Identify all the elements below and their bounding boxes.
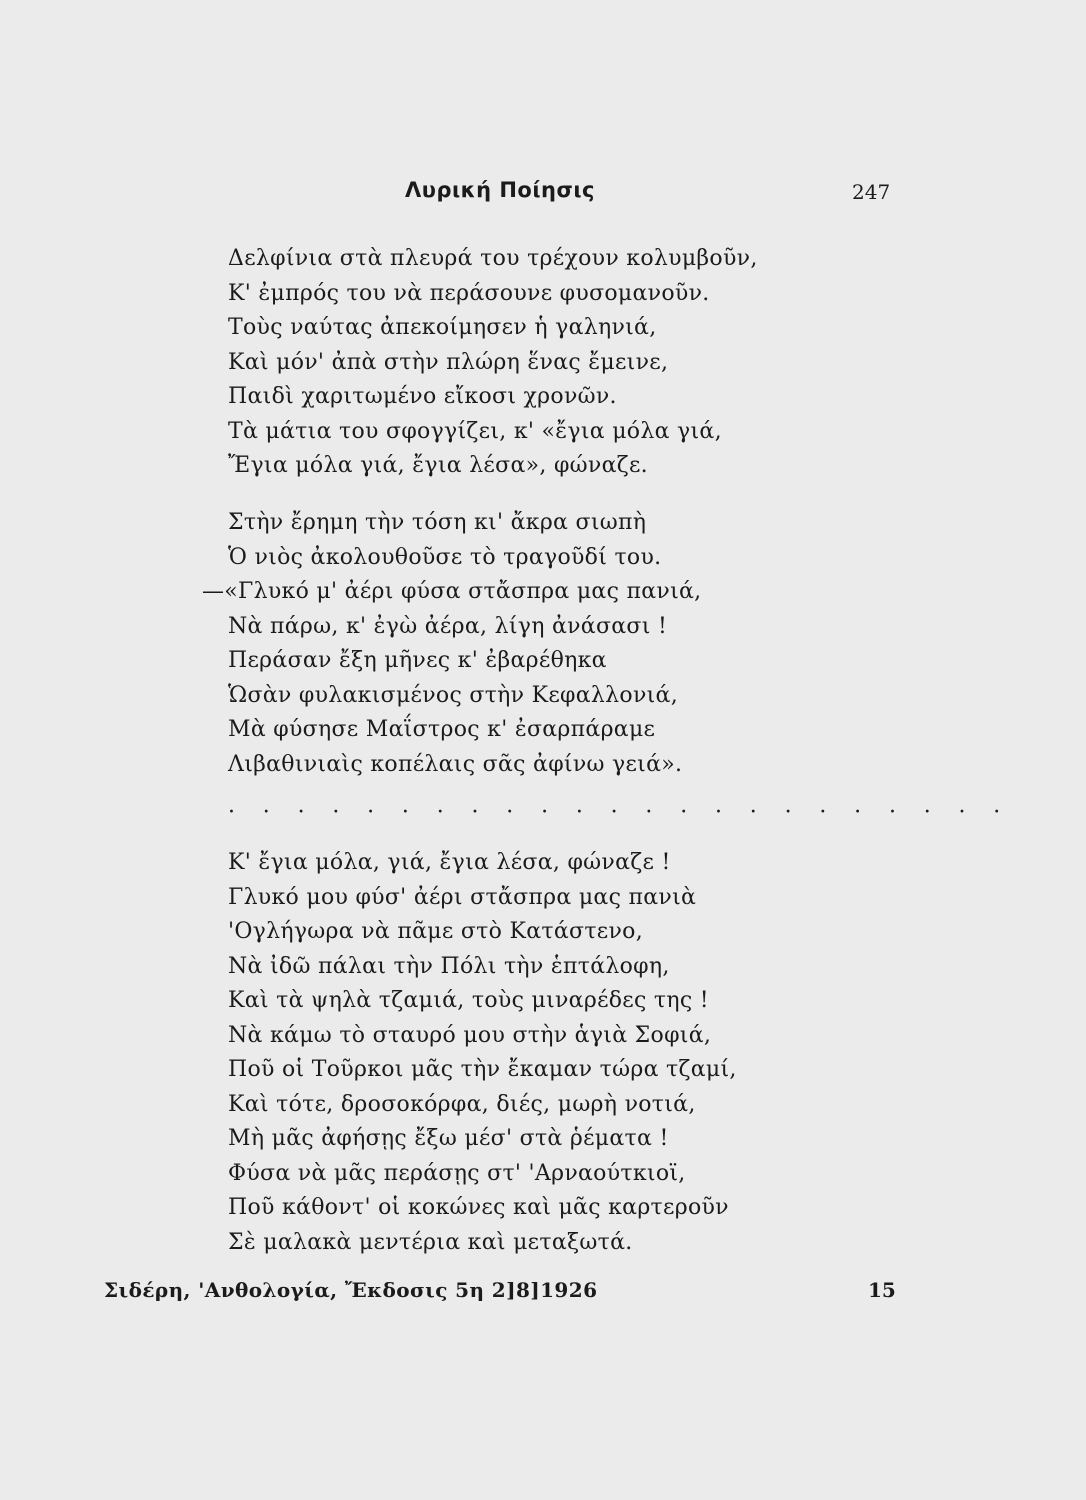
verse-line: Στὴν ἔρημη τὴν τόση κι' ἄκρα σιωπὴ xyxy=(228,510,647,535)
verse-line: Καὶ τὰ ψηλὰ τζαμιά, τοὺς μιναρέδες της ! xyxy=(228,988,709,1013)
footer-credit: Σιδέρη, 'Ανθολογία, Ἔκδοσις 5η 2]8]1926 xyxy=(104,1278,598,1302)
verse-line: Κ' ἐμπρός του νὰ περάσουνε φυσομανοῦν. xyxy=(228,280,710,306)
stanza-2 xyxy=(202,506,828,782)
verse-line: 'Ογλήγωρα νὰ πᾶμε στὸ Κατάστενο, xyxy=(228,919,643,944)
signature-mark: 15 xyxy=(868,1278,896,1302)
verse-line: Σὲ μαλακὰ μεντέρια καὶ μεταξωτά. xyxy=(228,1229,633,1255)
verse-line: Καὶ μόν' ἀπὰ στὴν πλώρη ἕνας ἔμεινε, xyxy=(228,349,669,375)
verse-line: Δελφίνια στὰ πλευρά του τρέχουν κολυμβοῦν, xyxy=(228,246,758,271)
running-header-title: Λυρική Ποίησις xyxy=(405,178,595,202)
verse-line: Φύσα νὰ μᾶς περάσῃς στ' 'Αρναούτκιοϊ, xyxy=(228,1160,686,1186)
verse-line: Κ' ἔγια μόλα, γιά, ἔγια λέσα, φώναζε ! xyxy=(228,850,671,875)
verse-line: Τὰ μάτια του σφογγίζει, κ' «ἔγια μόλα γιά, xyxy=(228,418,722,444)
verse-line: —«Γλυκό μ' ἀέρι φύσα στἄσπρα μας πανιά, xyxy=(202,579,702,604)
verse-line: Νὰ κάμω τὸ σταυρό μου στὴν ἁγιὰ Σοφιά, xyxy=(228,1022,712,1048)
verse-line: Μὰ φύσησε Μαΐστρος κ' ἐσαρπάραμε xyxy=(228,717,656,742)
verse-line: Μὴ μᾶς ἀφήσῃς ἔξω μέσ' στὰ ῥέματα ! xyxy=(228,1126,669,1151)
verse-line: Ὁ νιὸς ἀκολουθοῦσε τὸ τραγοῦδί του. xyxy=(228,544,662,570)
verse-line: Τοὺς ναύτας ἀπεκοίμησεν ἡ γαληνιά, xyxy=(228,315,657,340)
verse-line: Ὡσὰν φυλακισμένος στὴν Κεφαλλονιά, xyxy=(228,682,678,708)
verse-line: Λιβαθινιαὶς κοπέλαις σᾶς ἀφίνω γειά». xyxy=(228,751,683,777)
stanza-1 xyxy=(228,242,828,484)
verse-line: Ποῦ κάθοντ' οἱ κοκώνες καὶ μᾶς καρτεροῦν xyxy=(228,1195,729,1220)
section-break-dots: · · · · · · · · · · · · · · · · · · · · · · · xyxy=(228,800,1011,825)
verse-line: Ἔγια μόλα γιά, ἔγια λέσα», φώναζε. xyxy=(228,453,648,478)
verse-line: Καὶ τότε, δροσοκόρφα, διές, μωρὴ νοτιά, xyxy=(228,1091,696,1117)
verse-line: Νὰ ἰδῶ πάλαι τὴν Πόλι τὴν ἑπτάλοφη, xyxy=(228,953,670,979)
verse-line: Παιδὶ χαριτωμένο εἴκοσι χρονῶν. xyxy=(228,384,617,409)
verse-line: Ποῦ οἱ Τοῦρκοι μᾶς τὴν ἔκαμαν τώρα τζαμί, xyxy=(228,1057,737,1082)
page-number: 247 xyxy=(852,180,891,204)
stanza-3 xyxy=(228,846,828,1260)
verse-line: Νὰ πάρω, κ' ἐγὼ ἀέρα, λίγη ἀνάσασι ! xyxy=(228,613,668,639)
verse-line: Περάσαν ἔξη μῆνες κ' ἐβαρέθηκα xyxy=(228,648,607,673)
verse-line: Γλυκό μου φύσ' ἀέρι στἄσπρα μας πανιὰ xyxy=(228,884,697,910)
